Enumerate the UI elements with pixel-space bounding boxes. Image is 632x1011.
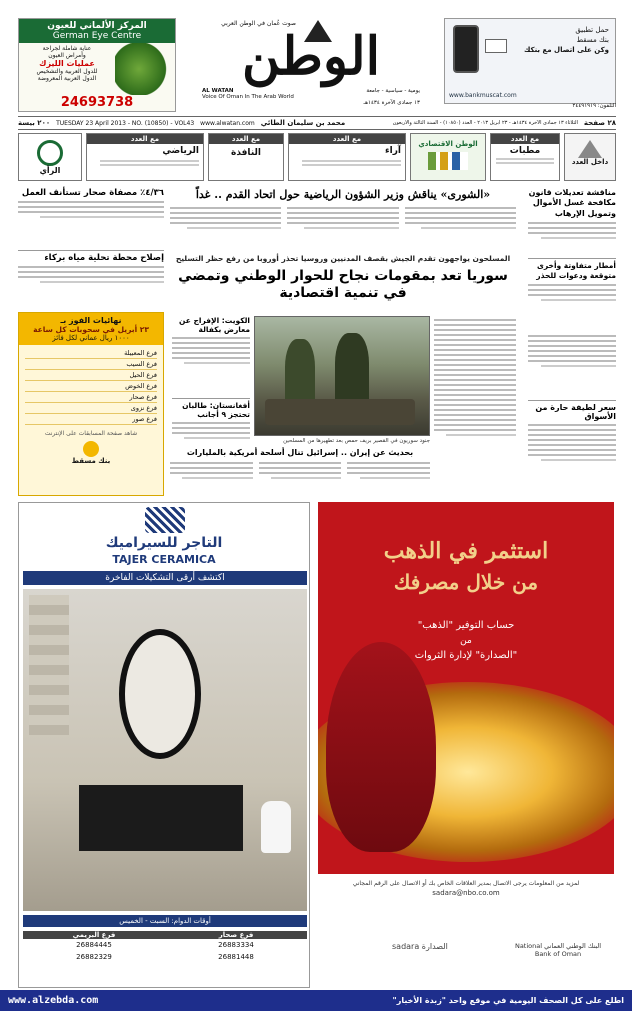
story-photo[interactable]	[254, 316, 430, 436]
ceramic-branch2: فرع البريمي	[23, 931, 165, 939]
ad-tajer-ceramica[interactable]	[18, 502, 310, 988]
story-sohar-refinery-head: ٤/٣٦٪ مصفاة صحار تستأنف العمل	[21, 188, 164, 198]
section-inside-icon	[578, 140, 602, 158]
footer-bar	[0, 990, 632, 1011]
ad-german-eye-centre[interactable]	[18, 18, 176, 112]
ad-gold-investment[interactable]	[318, 502, 614, 988]
eye-centre-offer-sub2: الدول العربية المعروضة	[37, 75, 97, 82]
gold-hand-shape	[326, 642, 436, 852]
promo-row: فرع صحار	[25, 392, 157, 403]
opinion-emblem-icon	[37, 140, 63, 166]
vanity-icon	[79, 785, 243, 851]
bank-app-line1: حمل تطبيق	[575, 26, 609, 34]
section-opinions-head: مع العدد	[289, 134, 405, 144]
section-economic-label: الوطن الاقتصادي	[418, 140, 478, 148]
ceramic-name-ar: التاجر للسيراميك	[105, 535, 223, 551]
section-sports-head: مع العدد	[87, 134, 203, 144]
promo-row: فرع الحيل	[25, 370, 157, 381]
section-sports-label: الرياضي	[162, 146, 199, 156]
tile-pattern	[29, 595, 69, 735]
gold-url[interactable]: sadara@nbo.co.om	[432, 889, 500, 897]
section-opinion-label: الرأي	[39, 166, 61, 175]
eye-centre-line1: عناية شاملة لجراحة	[42, 45, 92, 52]
eye-centre-offer-sub: للدول العربية والتشخيص	[36, 68, 98, 75]
section-matabbat-head: مع العدد	[491, 134, 559, 144]
gold-title1: استثمر في الذهب	[383, 538, 549, 564]
gold-fine-print-box	[318, 874, 614, 988]
section-window-head: مع العدد	[209, 134, 283, 144]
bank-app-line2: بنك مسقط	[576, 36, 609, 45]
ceramic-name-en: TAJER CERAMICA	[112, 553, 216, 566]
masthead-name-en: AL WATAN	[202, 88, 234, 94]
masthead-logo: الوطن	[241, 26, 381, 87]
story-main-headline[interactable]: سوريا تعد بمقومات نجاح للحوار الوطني وتمضي في تنمية اقتصادية	[178, 268, 508, 301]
masthead-tagline-en: Voice Of Oman In The Arab World	[202, 94, 294, 100]
phone-device-icon	[453, 25, 479, 73]
story-syria-body	[434, 316, 516, 496]
section-matabbat-label: مطبات	[509, 146, 541, 156]
envelope-icon	[485, 39, 507, 53]
story-money-laundering[interactable]	[528, 188, 616, 256]
masthead-tagline-ar: صوت عُمان في الوطن العربي	[221, 20, 296, 27]
section-inside-label: داخل العدد	[571, 158, 609, 166]
ceramic-phone[interactable]: 26883334	[218, 941, 254, 949]
masthead-logo-block	[196, 16, 426, 114]
gold-sub3: "الصدارة" لإدارة الثروات	[414, 650, 518, 661]
promo-footer: شاهد صفحة المسابقات على الإنترنت	[44, 430, 138, 437]
story-kuwait-head: الكويت: الإفراج عن معارض بكفالة	[178, 316, 250, 334]
ceramic-phone[interactable]: 26881448	[218, 953, 254, 961]
story-barka-desal[interactable]	[18, 250, 164, 308]
footer-text: اطلع على كل الصحف اليومية في موقع واحد "زبدة الأخبار"	[392, 996, 624, 1005]
nbo-logo: البنك الوطني العماني National Bank of Oman	[514, 942, 602, 958]
section-sports[interactable]	[86, 133, 204, 181]
chart-thumb-icon	[428, 152, 468, 170]
story-afghan[interactable]	[172, 398, 250, 446]
masthead-meta: يومية - سياسية - جامعة	[366, 88, 420, 94]
section-opinions-label: آراء	[385, 146, 401, 156]
eye-centre-title-en: German Eye Centre	[52, 31, 142, 41]
promo-row: فرع الخوض	[25, 381, 157, 392]
story-iran-head: بحديث عن إيران .. إسرائيل تنال أسلحة أمريكية بالمليارات	[186, 448, 414, 457]
bank-app-line3: وكن على اتصال مع بنكك	[523, 46, 609, 55]
promo-title: نهائيات الفوز بـ	[60, 316, 122, 325]
photo-vehicle	[265, 399, 415, 425]
promo-row: فرع السيب	[25, 359, 157, 370]
eye-centre-offer: عمليات الليزك	[39, 59, 95, 68]
section-opinion-logo[interactable]	[18, 133, 82, 181]
story-kicker: المسلحون يواجهون تقدم الجيش بقصف المدنيين وروسيا تحذر أوروبا من رفع حظر التسليح	[175, 254, 511, 263]
story-right-body	[528, 332, 616, 398]
story-shura-sports[interactable]	[170, 188, 516, 250]
story-market-prices-head: سعر لطيفة حارة من الأسواق	[535, 403, 616, 421]
section-matabbat[interactable]	[490, 133, 560, 181]
dateline-info: الثلاثاء ١٣ جمادى الآخرة ١٤٣٤هـ - ٢٣ أبريل ٢٠١٣ - العدد (١٠٨٥٠) - السنة الثالثة والأربعون	[392, 120, 578, 126]
section-window-label: النافذة	[231, 148, 261, 158]
section-window[interactable]	[208, 133, 284, 181]
ad-bank-muscat-app[interactable]	[444, 18, 616, 104]
bank-logo-icon	[83, 441, 99, 457]
story-photo-caption: جنود سوريون في القصير بريف حمص بعد تطهيرها من المسلحين	[283, 438, 430, 444]
story-shura-sports-head: «الشورى» يناقش وزير الشؤون الرياضية حول اتحاد القدم .. غداً	[195, 188, 491, 201]
eye-centre-phone[interactable]: 24693738	[60, 95, 134, 110]
mirror-icon	[119, 629, 201, 759]
dateline-editor: محمد بن سليمان الطائي	[260, 119, 346, 127]
dateline-pages: ٢٨ صفحة	[583, 119, 616, 127]
story-kuwait[interactable]	[172, 316, 250, 394]
story-iran[interactable]	[170, 448, 430, 496]
story-money-laundering-head: مناقشة تعديلات قانون مكافحة غسل الأموال وتمويل الإرهاب	[528, 188, 616, 218]
masthead-phone: التلفون: ٢٤٤٩١٩١٩	[572, 103, 616, 109]
ceramic-phone[interactable]: 26884445	[76, 941, 112, 949]
section-inside[interactable]	[564, 133, 616, 181]
masthead-hijri: ١٣ جمادى الآخرة ١٤٣٤هـ	[363, 100, 420, 106]
sections-row	[18, 133, 616, 183]
promo-bank-name: بنك مسقط	[71, 457, 111, 465]
promo-row: فرع نزوى	[25, 403, 157, 414]
toilet-icon	[261, 801, 291, 853]
story-rain[interactable]	[528, 258, 616, 328]
footer-url[interactable]: www.alzebda.com	[8, 995, 99, 1006]
story-sohar-refinery[interactable]	[18, 188, 164, 248]
ceramic-slogan: اكتشف أرقى التشكيلات الفاخرة	[23, 571, 307, 585]
sadara-logo: الصدارة sadara	[392, 942, 448, 951]
gold-sub2: من	[460, 636, 472, 646]
ceramic-emblem-icon	[145, 507, 185, 533]
story-barka-desal-head: إصلاح محطة تحلية مياه بركاء	[44, 253, 164, 263]
ceramic-hours: أوقات الدوام: السبت - الخميس	[23, 915, 307, 927]
section-economic[interactable]	[410, 133, 486, 181]
ceramic-branch1: فرع صحار	[165, 931, 307, 939]
promo-line2: ١٠٠٠ ريال عماني لكل فائز	[52, 334, 130, 342]
story-afghan-head: أفغانستان: طالبان تحتجز ٩ أجانب	[182, 401, 250, 419]
eye-centre-line2: وأمراض العيون	[48, 52, 86, 59]
gold-title2: من خلال مصرفك	[393, 570, 539, 594]
dateline-price: ٢٠٠ بيسة	[18, 119, 51, 127]
dateline-site[interactable]: www.alwatan.com	[200, 119, 255, 127]
photo-soldier-figure	[335, 333, 369, 409]
bathroom-photo	[23, 589, 307, 911]
eye-centre-title-ar: المركز الألماني للعيون	[47, 21, 147, 31]
promo-row: فرع صور	[25, 414, 157, 425]
dateline-bar	[18, 116, 616, 130]
gold-fine-print: لمزيد من المعلومات يرجى الاتصال بمدير العلاقات الخاص بك أو الاتصال على الرقم المجاني	[352, 880, 580, 887]
promo-header	[19, 313, 163, 345]
promo-line1: ٢٣ أبريل في سحوبات كل ساعة	[33, 325, 149, 334]
gold-sub1: حساب التوفير "الذهب"	[417, 620, 515, 631]
ceramic-phone[interactable]: 26882329	[76, 953, 112, 961]
masthead-sail-icon	[304, 20, 332, 42]
bank-app-url[interactable]: www.bankmuscat.com	[449, 92, 517, 99]
leaf-graphic-icon	[115, 43, 175, 95]
story-market-prices[interactable]	[528, 400, 616, 496]
dateline-date-en: TUESDAY 23 April 2013 - NO. (10850) - VOL43	[56, 119, 195, 127]
promo-bank-draw[interactable]	[18, 312, 164, 496]
section-opinions[interactable]	[288, 133, 406, 181]
promo-row: فرع المعبيلة	[25, 348, 157, 359]
story-rain-head: أمطار متفاوتة وأخرى متوقعة ودعوات للحذر	[536, 261, 616, 280]
